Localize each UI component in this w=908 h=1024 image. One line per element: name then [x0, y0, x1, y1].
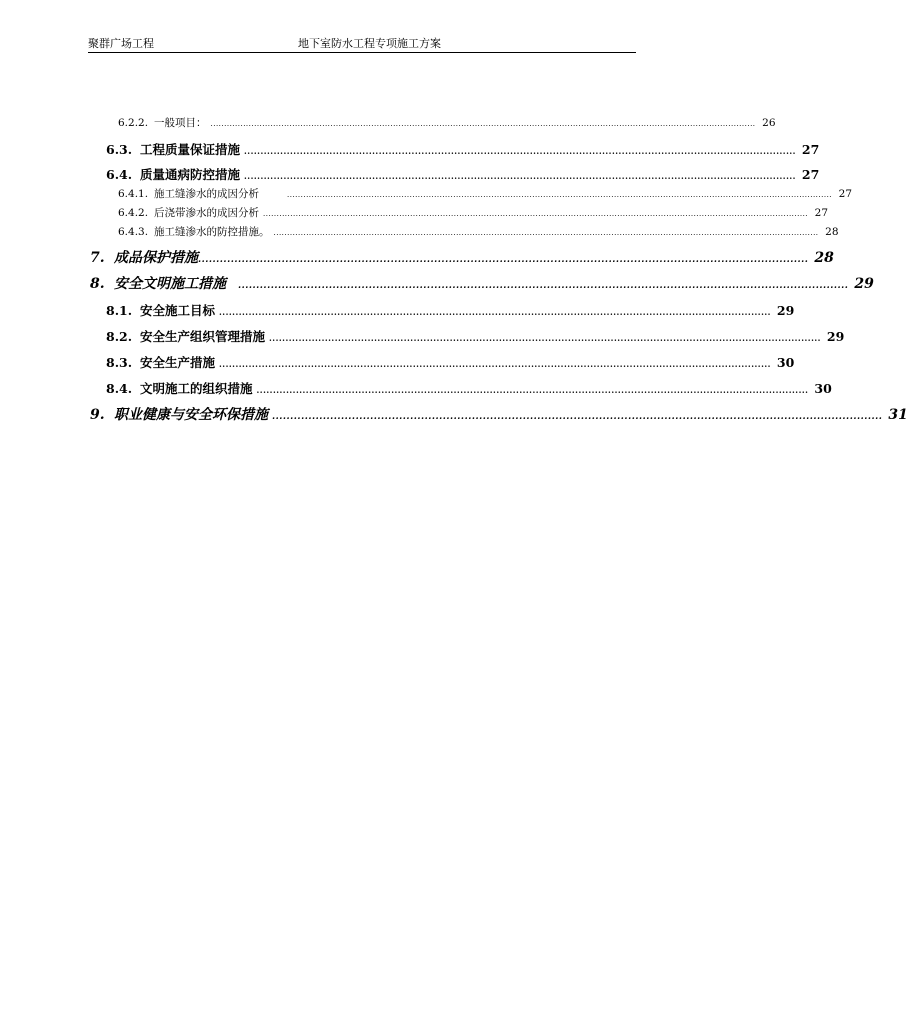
toc-page-number: 26	[762, 117, 776, 129]
toc-page-number: 29	[776, 303, 795, 318]
toc-title: 安全施工目标	[140, 303, 216, 318]
toc-title: 后浇带渗水的成因分析	[154, 207, 259, 219]
toc-number: 6.4.2.	[118, 207, 149, 219]
toc-leader: ........................................................................................................................................................................	[244, 171, 796, 181]
toc-number: 8.3.	[106, 355, 133, 370]
toc-number: 6.2.2.	[118, 117, 149, 129]
toc-entry[interactable]	[106, 166, 820, 184]
toc-entry[interactable]	[118, 224, 839, 240]
toc-title: 施工缝渗水的防控措施。	[154, 226, 270, 238]
page-header	[88, 36, 636, 52]
toc-page-number: 30	[814, 381, 832, 396]
toc-entry[interactable]	[118, 115, 776, 131]
toc-title: 职业健康与安全环保措施	[114, 407, 268, 423]
toc-entry[interactable]	[106, 380, 832, 398]
toc-title: 成品保护措施	[114, 250, 198, 266]
toc-leader: ........................................................................................................................................................................................................	[287, 191, 833, 199]
toc-entry[interactable]	[106, 302, 795, 320]
toc-entry[interactable]	[90, 405, 908, 425]
toc-leader: ........................................................................................................................................................................................................	[263, 210, 809, 218]
toc-page-number: 27	[801, 167, 820, 182]
toc-leader: ........................................................................................................................................................................	[219, 359, 771, 369]
toc-page-number: 27	[838, 188, 853, 200]
toc-leader: ........................................................................................................................................................................................................	[273, 229, 819, 237]
toc-number: 8.	[90, 276, 105, 292]
header-divider	[88, 52, 636, 53]
document-title: 地下室防水工程专项施工方案	[298, 37, 441, 50]
toc-title: 安全生产措施	[140, 355, 216, 370]
toc-entry[interactable]	[90, 274, 874, 294]
toc-page-number: 29	[854, 276, 874, 292]
toc-title: 文明施工的组织措施	[140, 381, 253, 396]
toc-title: 质量通病防控措施	[140, 167, 241, 182]
toc-page-number: 27	[801, 142, 820, 157]
toc-page-number: 27	[814, 207, 829, 219]
toc-number: 6.4.3.	[118, 226, 149, 238]
toc-number: 6.4.1.	[118, 188, 149, 200]
toc-page-number: 28	[814, 250, 834, 266]
toc-page-number: 28	[825, 226, 839, 238]
toc-number: 7.	[90, 250, 105, 266]
toc-leader: ........................................................................................................................................................................	[256, 385, 809, 395]
toc-page-number: 31	[888, 407, 908, 423]
toc-entry[interactable]	[106, 328, 845, 346]
toc-leader: ........................................................................................................................................................................	[238, 281, 849, 291]
toc-entry[interactable]	[106, 354, 795, 372]
toc-title: 施工缝渗水的成因分析	[154, 188, 259, 200]
toc-leader: ........................................................................................................................................................................	[198, 255, 809, 265]
toc-title: 安全生产组织管理措施	[140, 329, 266, 344]
toc-page-number: 29	[826, 329, 845, 344]
toc-entry[interactable]	[118, 186, 853, 202]
toc-leader: ........................................................................................................................................................................................................	[210, 120, 756, 128]
toc-entry[interactable]	[106, 141, 820, 159]
toc-leader: ........................................................................................................................................................................	[244, 146, 796, 156]
toc-title: 安全文明施工措施	[114, 276, 226, 292]
toc-number: 8.2.	[106, 329, 133, 344]
toc-title: 一般项目：	[154, 117, 207, 129]
toc-leader: ........................................................................................................................................................................	[269, 333, 821, 343]
toc-page-number: 30	[776, 355, 795, 370]
toc-entry[interactable]	[118, 205, 829, 221]
toc-leader: ........................................................................................................................................................................	[219, 307, 771, 317]
toc-number: 8.1.	[106, 303, 133, 318]
toc-leader: ........................................................................................................................................................................	[272, 412, 883, 422]
toc-entry[interactable]	[90, 248, 834, 268]
toc-number: 6.4.	[106, 167, 133, 182]
toc-number: 6.3.	[106, 142, 133, 157]
project-name: 聚群广场工程	[88, 37, 154, 50]
toc-title: 工程质量保证措施	[140, 142, 241, 157]
toc-number: 8.4.	[106, 381, 133, 396]
toc-number: 9.	[90, 407, 105, 423]
